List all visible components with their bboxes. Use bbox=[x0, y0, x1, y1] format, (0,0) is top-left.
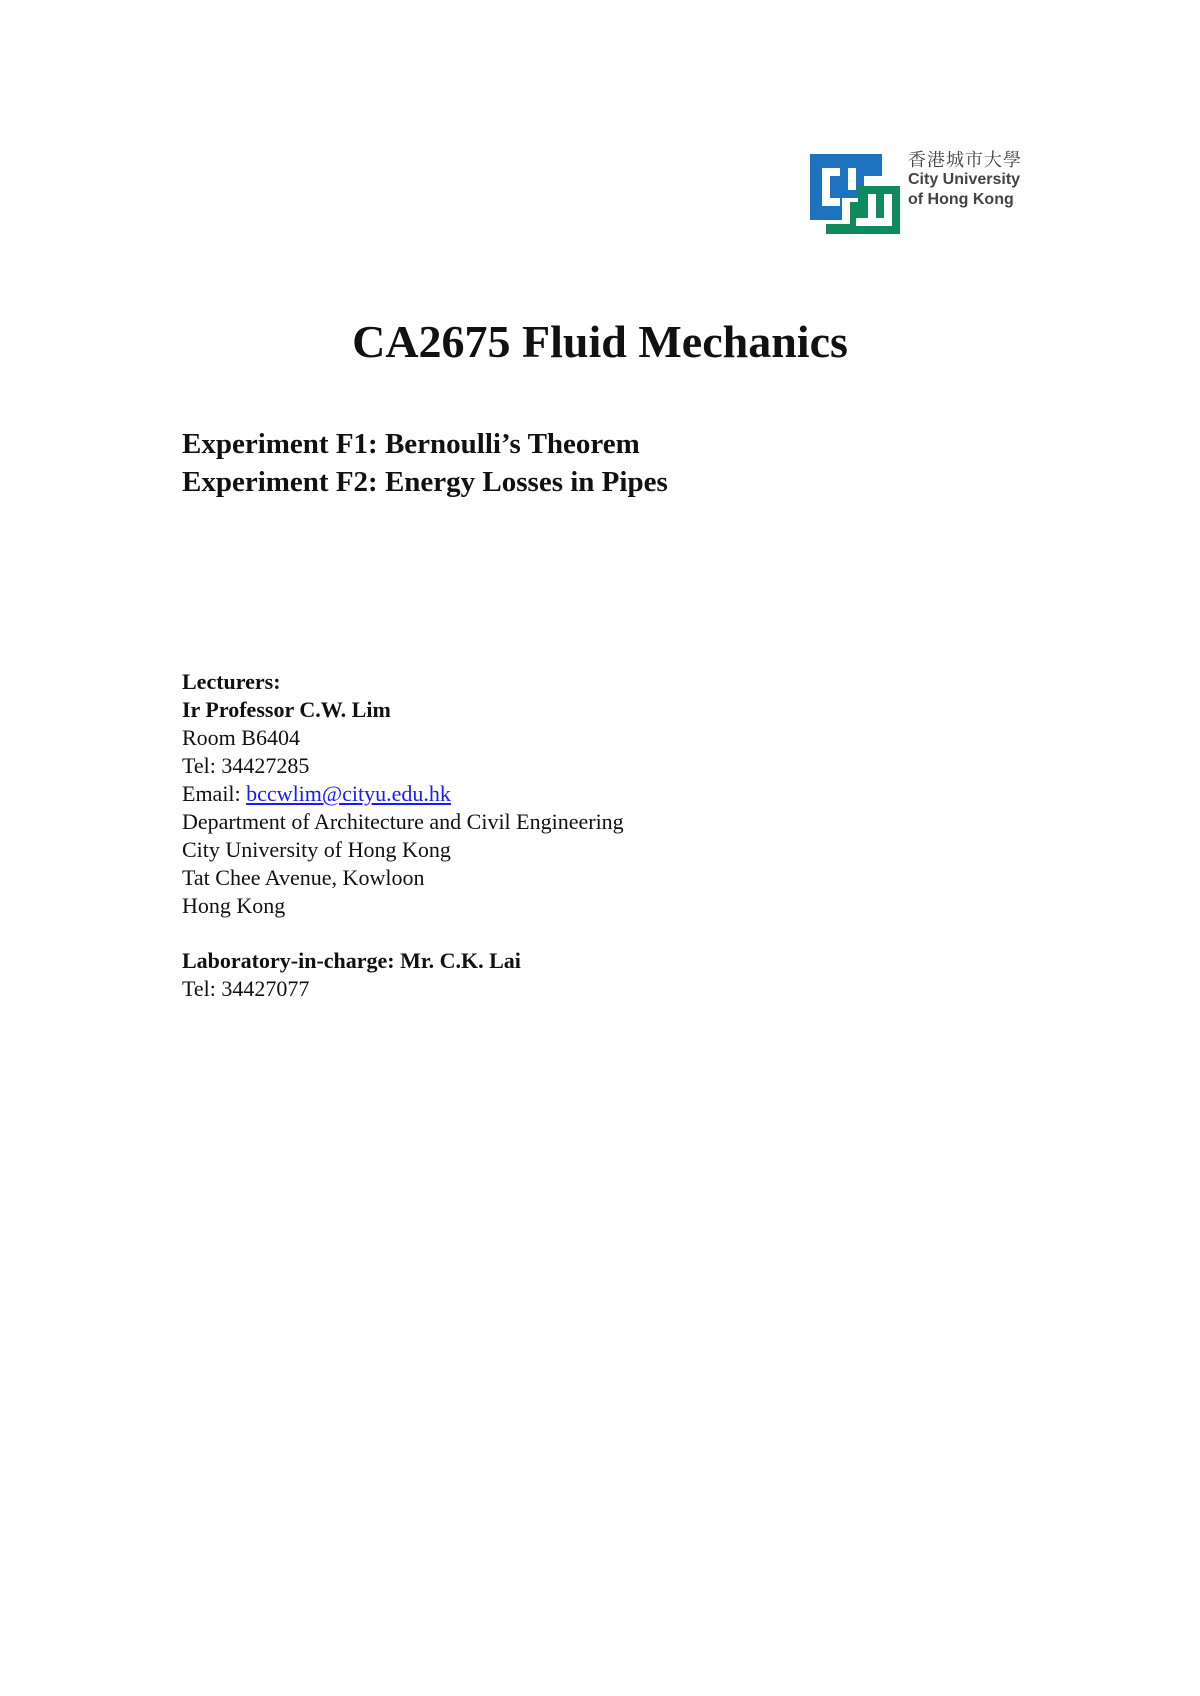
university-logo bbox=[806, 146, 1026, 236]
lecturer-city: Hong Kong bbox=[182, 893, 286, 918]
experiment-list bbox=[182, 425, 668, 501]
contact-block bbox=[182, 668, 624, 1003]
experiment-f1: Experiment F1: Bernoulli’s Theorem bbox=[182, 428, 640, 460]
lab-tel: Tel: 34427077 bbox=[182, 976, 310, 1001]
logo-wordmark bbox=[908, 150, 1022, 210]
lecturer-room: Room B6404 bbox=[182, 725, 300, 750]
lecturer-university: City University of Hong Kong bbox=[182, 837, 451, 862]
lecturer-street: Tat Chee Avenue, Kowloon bbox=[182, 865, 425, 890]
lab-in-charge: Laboratory-in-charge: Mr. C.K. Lai bbox=[182, 948, 521, 973]
lecturer-department: Department of Architecture and Civil Engineering bbox=[182, 809, 624, 834]
lecturer-name: Ir Professor C.W. Lim bbox=[182, 697, 391, 722]
document-title: CA2675 Fluid Mechanics bbox=[352, 316, 848, 367]
logo-english-line2: of Hong Kong bbox=[908, 191, 1014, 208]
email-label: Email: bbox=[182, 781, 247, 806]
logo-chinese-name: 香港城市大學 bbox=[908, 150, 1022, 170]
email-link[interactable]: bccwlim@cityu.edu.hk bbox=[246, 781, 451, 806]
lecturer-email-line bbox=[182, 780, 624, 808]
lecturers-label: Lecturers: bbox=[182, 669, 281, 694]
cityu-emblem-icon bbox=[806, 146, 902, 236]
logo-english-line1: City University bbox=[908, 171, 1021, 188]
experiment-f2: Experiment F2: Energy Losses in Pipes bbox=[182, 466, 668, 498]
lecturer-tel: Tel: 34427285 bbox=[182, 753, 310, 778]
spacer bbox=[182, 920, 624, 947]
